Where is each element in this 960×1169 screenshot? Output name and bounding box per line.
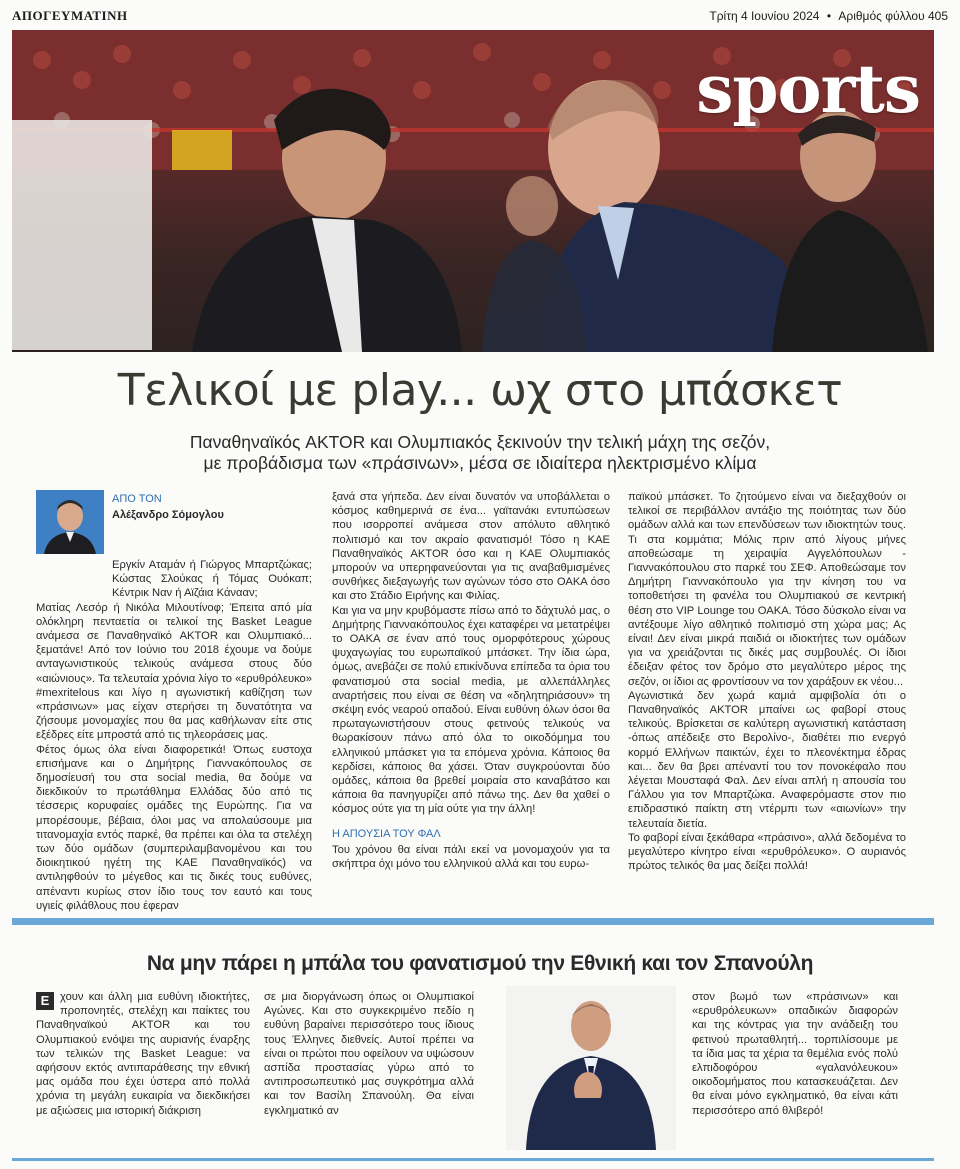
issue-meta xyxy=(705,9,948,23)
issue-date: Τρίτη 4 Ιουνίου 2024 xyxy=(709,9,820,23)
coach-photo xyxy=(506,986,676,1150)
article-paragraph: ξανά στα γήπεδα. Δεν είναι δυνατόν να υποβάλλεται ο κόσμος καθημερινά σε ένα... γαϊτανάκι εντυπώσεων που ισορροπεί ανάμεσα στον απόλυτο αθλητικό πολιτισμό και τον ακραίο φανατισμό! Τόσο η ΚΑΕ Παναθηναϊκός AKTOR όσο και η ΚΑΕ Ολυμπιακός μπορούν να υπερηφανεύονται για τις αναβαθμισμένες συνθήκες διεξαγωγής των αγώνων τόσο στο ΟΑΚΑ όσο και στο Στάδιο Ειρήνης και Φιλίας. xyxy=(332,491,610,603)
subtitle-line-2: με προβάδισμα των «πράσινων», μέσα σε ιδιαίτερα ηλεκτρισμένο κλίμα xyxy=(203,453,757,473)
masthead xyxy=(12,6,948,26)
author-kicker: ΑΠΟ ΤΟΝ xyxy=(112,493,162,505)
sidebar-top-rule xyxy=(12,918,934,925)
section-label: sports xyxy=(696,50,920,128)
article-column-2 xyxy=(332,490,610,871)
hero-photo xyxy=(12,30,934,352)
sidebar-paragraph: στον βωμό των «πράσινων» και «ερυθρόλευκων» οπαδικών διαφορών και της κόντρας για την ανάδειξη του φετινού πρωταθλητή... τορπιλίσουμε με τα ίδια μας τα χέρια τα θεμέλια ενός πολύ ελπιδοφόρου «γαλανόλευκου» οικοδομήματος που κατασκευάζεται. Δεν θα είναι μόνο εγκληματικό, θα είναι κάτι περισσότερο από θλιβερό! xyxy=(692,991,898,1117)
author-name: Αλέξανδρο Σόμογλου xyxy=(112,509,224,522)
drop-cap: Ε xyxy=(36,992,54,1010)
author-box xyxy=(36,490,312,554)
article-paragraph: Το φαβορί είναι ξεκάθαρα «πράσινο», αλλά δεδομένα το μεγαλύτερο κίνητρο είναι «ερυθρόλευκο». Ο αυριανός πρώτος τελικός θα μας δείξει πολλά! xyxy=(628,831,906,873)
subtitle-line-1: Παναθηναϊκός AKTOR και Ολυμπιακός ξεκινούν την τελική μάχη της σεζόν, xyxy=(189,432,771,452)
author-photo xyxy=(36,490,104,554)
crosshead: Η ΑΠΟΥΣΙΑ ΤΟΥ ΦΑΛ xyxy=(332,827,441,840)
sidebar-headline: Να μην πάρει η μπάλα του φανατισμού την Εθνική και τον Σπανούλη xyxy=(146,952,814,975)
article-paragraph: Ματίας Λεσόρ ή Νικόλα Μιλουτίνοφ; Έπειτα από μία ολόκληρη πενταετία οι τελικοί της Basket League ανάμεσα σε Παναθηναϊκό AKTOR και Ολυμπιακό... ξεματάνε! Από τον Ιούνιο του 2018 έχουμε να δούμε ανταγωνιστικούς τελικούς ανάμεσα στους δύο «αιώνιους». Τα τελευταία χρόνια λίγο το «ερυθρόλευκο» #mexritelous και λίγο η αγωνιστική καθίζηση των «πράσινων» μας είχαν στερήσει τη δυνατότητα να ζήσουμε μονομαχίες που θα μας καθήλωναν είτε στις εξέδρες είτε μπροστά από τις τηλεοράσεις μας. xyxy=(36,601,312,742)
article-subtitle xyxy=(80,432,880,474)
sidebar-paragraph: σε μια διοργάνωση όπως οι Ολυμπιακοί Αγώνες. Και στο συγκεκριμένο πεδίο η ευθύνη βαραίνει περισσότερο τους ίδιους τους Έλληνες διεθνείς. Αυτοί πρέπει να είναι οι πρώτοι που οφείλουν να υψώσουν ασπίδα προστασίας γύρω από το αντιπροσωπευτικό μας συγκρότημα αλλά και τον Βασίλη Σπανούλη. Θα είναι εγκληματικό αν xyxy=(264,991,474,1117)
sidebar-paragraph: χουν και άλλη μια ευθύνη ιδιοκτήτες, προπονητές, στελέχη και παίκτες του Παναθηναϊκού AKTOR και του Ολυμπιακού ενόψει της αυριανής έναρξης των τελικών της Basket League: να αφήσουν εκτός αντιπαράθεσης την εθνική μας ομάδα που έχει ύστερα από πολλά χρόνια τη μεγάλη ευκαιρία να διεκδικήσει με αξιώσεις μια ιστορική διάκριση xyxy=(36,991,250,1117)
sidebar-column-3 xyxy=(692,990,898,1118)
meta-separator: • xyxy=(826,9,832,23)
author-portrait-icon xyxy=(36,490,104,554)
sidebar-column-1 xyxy=(36,990,250,1118)
sidebar-bottom-rule xyxy=(12,1158,934,1161)
issue-number: Αριθμός φύλλου 405 xyxy=(838,9,948,23)
sidebar-column-2 xyxy=(264,990,474,1118)
article-column-3 xyxy=(628,490,906,873)
article-paragraph: Αγωνιστικά δεν χωρά καμιά αμφιβολία ότι ο Παναθηναϊκός AKTOR μπαίνει ως φαβορί στους τελικούς. Βρίσκεται σε καλύτερη αγωνιστική κατάσταση -όπως απέδειξε στο Βερολίνο-, διαθέτει πιο ενεργό κορμό Ελλήνων παικτών, έχει το πλεονέκτημα έδρας και... δεν θα βρει απέναντί του τον πονοκέφαλο που λέγεται Μουσταφά Φαλ. Δεν είναι απλή η απουσία του Γάλλου για τον Μπαρτζώκα. Αναφερόμαστε στον πιο επιδραστικό παίκτη στη ντέρμπι των «αιωνίων» την τελευταία διετία. xyxy=(628,689,906,830)
newspaper-name: ΑΠΟΓΕΥΜΑΤΙΝΗ xyxy=(12,8,128,23)
article-paragraph: Του χρόνου θα είναι πάλι εκεί να μονομαχούν για τα σκήπτρα όχι μόνο του ελληνικού αλλά και του ευρω- xyxy=(332,843,610,871)
article-paragraph: Φέτος όμως όλα είναι διαφορετικά! Όπως ευστοχα επισήμανε και ο Δημήτρης Γιαννακόπουλος σε δημοσίευσή του στα social media, θα δούμε να διεκδικούν το πρωτάθλημα Ελλάδας δύο από τις τέσσερις κορυφαίες ομάδες της Ευρώπης. Για να μπορέσουμε, βέβαια, όλοι μας να απολαύσουμε μια τιτανομαχία εντός παρκέ, θα πρέπει και όλα τα στελέχη των δύο ομάδων (συμπεριλαμβανομένου και του διοικητικού ηγέτη της ΚΑΕ Παναθηναϊκός) να αντιληφθούν το μέγεθος και τις δικές τους ευθύνες, απέναντι κυρίως στον ίδιο τους τον εαυτό και τους υγιείς φιλάθλους που έφεραν xyxy=(36,743,312,912)
article-headline: Τελικοί με play... ωχ στο μπάσκετ xyxy=(117,365,843,416)
article-lead-paragraph: Εργκίν Αταμάν ή Γιώργος Μπαρτζώκας; Κώστας Σλούκας ή Τόμας Ουόκαπ; Κέντρικ Ναν ή Αϊζάια Κάνααν; xyxy=(112,559,312,600)
article-paragraph: Και για να μην κρυβόμαστε πίσω από το δάχτυλό μας, ο Δημήτρης Γιαννακόπουλος έχει καταφέρει να μετατρέψει το ΟΑΚΑ σε έναν από τους ομορφότερους χώρους ψυχαγωγίας του ευρωπαϊκού μπάσκετ. Την ίδια ώρα, όμως, ανεβάζει σε πολύ επικίνδυνα επίπεδα τα όρια του φανατισμού στα social media, με αλλεπάλληλες αναρτήσεις που είναι σε θέση να «δηλητηριάσουν» τη σκέψη ενός νεαρού οπαδού. Είναι ευθύνη όλων όσοι θα πρωταγωνιστήσουν στους φετινούς τελικούς να θωρακίσουν πάνω από όλα το οικοδόμημα του ελληνικού μπάσκετ για τα επόμενα χρόνια. Κάποιος θα κερδίσει, κάποιος θα χάσει. Όταν συγκρούονται δύο ομάδες, κάποια θα βρεθεί μοιραία στο καναβάτσο και κάποια θα πανηγυρίζει από πάνω της. Δεν θα χαθεί ο κόσμος ούτε για τη μία ούτε για την άλλη! xyxy=(332,604,610,816)
coach-clapping-illustration xyxy=(506,986,676,1150)
author-meta xyxy=(112,492,224,522)
article-column-1 xyxy=(36,490,312,913)
article-paragraph: παϊκού μπάσκετ. Το ζητούμενο είναι να διεξαχθούν οι τελικοί σε περιβάλλον αντάξιο της ποιότητας των δύο ομάδων αλλά και των επενδύσεων των ιδιοκτητών τους. Τι στα κομμάτια; Μόλις πριν από λίγους μήνες αποθεώσαμε τη χειραψία Αγγελόπουλων - Γιαννακόπουλου στο παρκέ του ΣΕΦ. Αποθεώσαμε τον Δημήτρη Γιαννακόπουλο για την κίνηση του να τοποθετήσει τη φανέλα του Ολυμπιακού σε κεντρική θέση στο VIP Lounge του ΟΑΚΑ. Τόσο δύσκολο είναι να αντέξουμε λίγο αθλητικό πολιτισμό στη χώρα μας; Ας είναι! Δεν είναι μικρά παιδιά οι ιδιοκτήτες των ομάδων για να χρειάζονται τις δικές μας συμβουλές. Οι ίδιοι έδειξαν φέτος τον δρόμο στο μεγαλύτερο μέρος της σεζόν, οι ίδιοι ας φροντίσουν να τον χαράξουν εκ νέου... xyxy=(628,491,906,688)
